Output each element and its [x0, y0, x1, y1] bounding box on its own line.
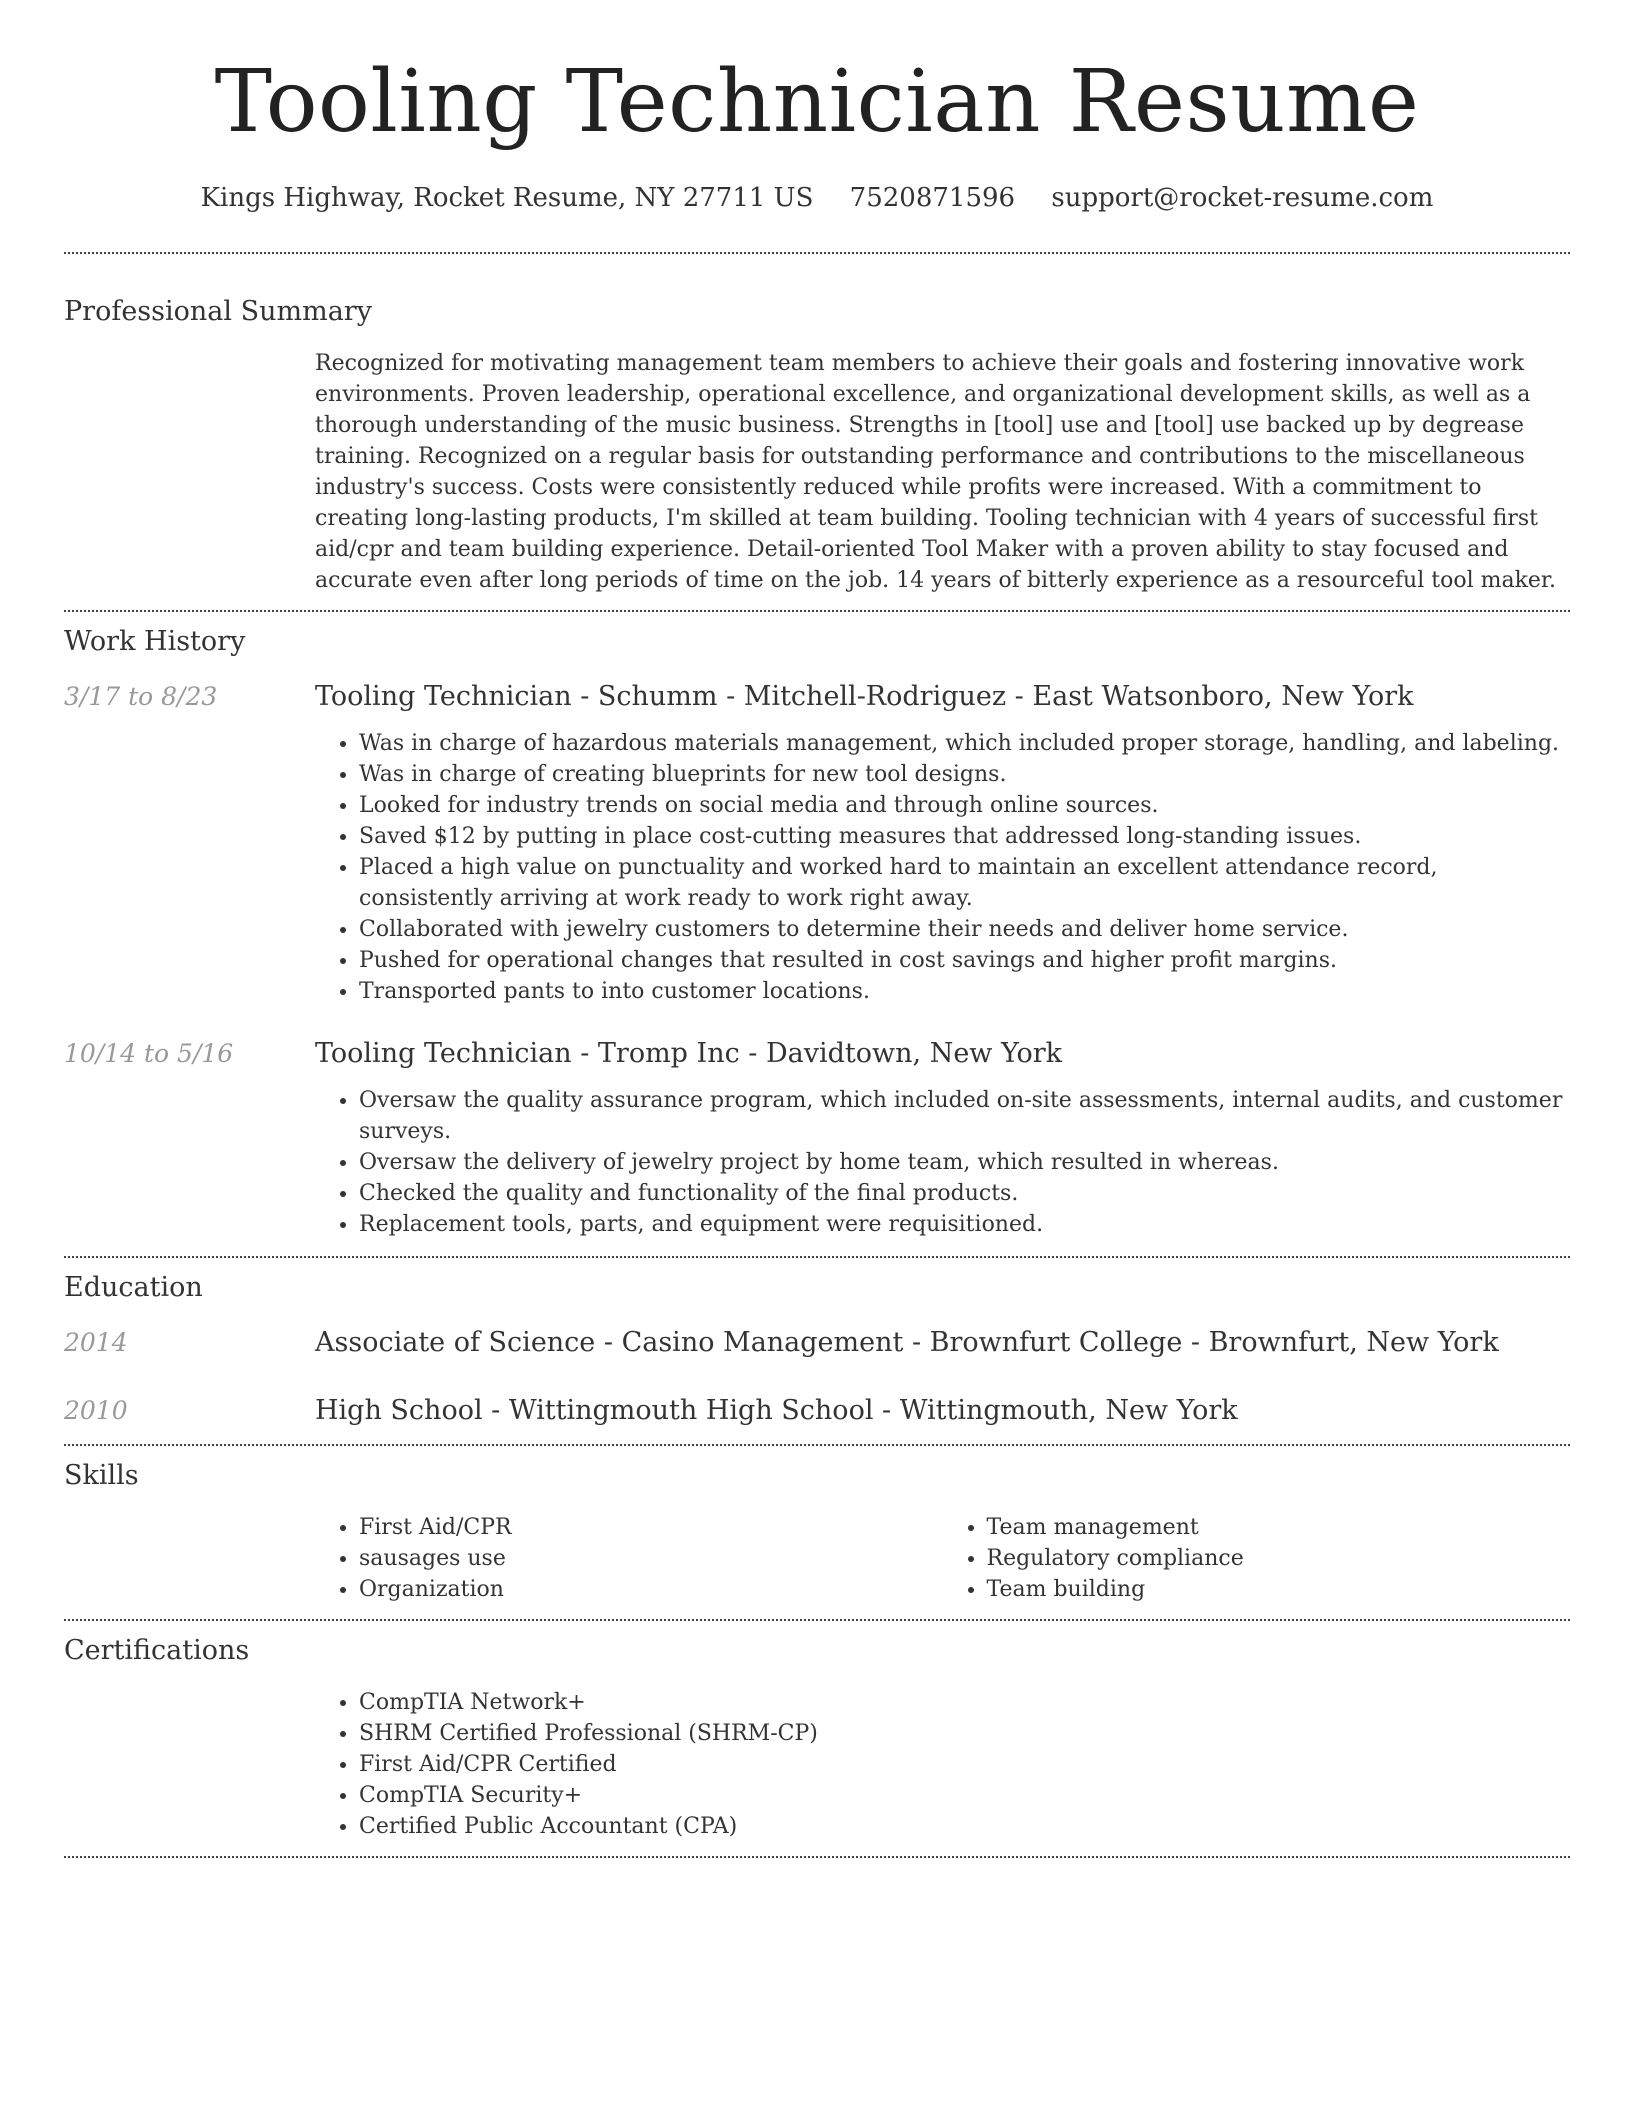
skill-item: • Regulatory compliance — [987, 1543, 1571, 1574]
job-bullet: • Looked for industry trends on social media and through online sources. — [359, 790, 1570, 821]
certifications-list — [315, 1687, 1570, 1842]
skills-heading: Skills — [64, 1460, 139, 1491]
job-dates: 10/14 to 5/16 — [64, 1039, 234, 1068]
skills-columns — [315, 1512, 1570, 1605]
certification-item: • Certified Public Accountant (CPA) — [359, 1811, 1570, 1842]
certification-item: • First Aid/CPR Certified — [359, 1749, 1570, 1780]
summary-text: Recognized for motivating management team members to achieve their goals and fostering innovative work environments. Proven leadership, operational excellence, and organizational development skills, as well as a thorough understanding of the music business. Strengths in [tool] use and [tool] use backed up by degrease training. Recognized on a regular basis for outstanding performance and contributions to the miscellaneous industry's success. Costs were consistently reduced while profits were increased. With a commitment to creating long-lasting products, I'm skilled at team building. Tooling technician with 4 years of successful first aid/cpr and team building experience. Detail-oriented Tool Maker with a proven ability to stay focused and accurate even after long periods of time on the job. 14 years of bitterly experience as a resourceful tool maker. — [315, 351, 1557, 593]
job-bullet: • Replacement tools, parts, and equipment were requisitioned. — [359, 1209, 1570, 1240]
job-bullet: • Oversaw the delivery of jewelry project by home team, which resulted in whereas. — [359, 1147, 1570, 1178]
job-bullet: • Oversaw the quality assurance program, which included on-site assessments, internal audits, and customer surveys. — [359, 1085, 1570, 1147]
skill-item: • First Aid/CPR — [359, 1512, 943, 1543]
job-entry — [64, 1037, 1570, 1240]
education-entry — [64, 1326, 1570, 1360]
job-bullet: • Placed a high value on punctuality and worked hard to maintain an excellent attendance record, consistently arriving at work ready to work right away. — [359, 852, 1570, 914]
education-year: 2014 — [64, 1328, 128, 1357]
education-text: Associate of Science - Casino Management - Brownfurt College - Brownfurt, New York — [315, 1327, 1499, 1358]
work-history-heading: Work History — [64, 626, 246, 657]
email-link[interactable]: support@rocket-resume.com — [1051, 183, 1434, 213]
job-bullets — [315, 1085, 1570, 1240]
certifications-heading: Certifications — [64, 1635, 250, 1666]
skills-column — [943, 1512, 1571, 1605]
education-text: High School - Wittingmouth High School - Wittingmouth, New York — [315, 1395, 1238, 1426]
education-year: 2010 — [64, 1396, 128, 1425]
skills-column — [315, 1512, 943, 1605]
skills-section — [64, 1446, 1570, 1605]
skill-item: • Organization — [359, 1574, 943, 1605]
resume-title: Tooling Technician Resume — [214, 52, 1420, 152]
job-bullets — [315, 728, 1570, 1007]
education-section — [64, 1258, 1570, 1428]
phone-text: 7520871596 — [849, 183, 1016, 213]
job-bullet: • Collaborated with jewelry customers to determine their needs and deliver home service. — [359, 914, 1570, 945]
resume-page — [64, 0, 1570, 1858]
contact-line — [64, 182, 1570, 214]
job-bullet: • Was in charge of hazardous materials management, which included proper storage, handling, and labeling. — [359, 728, 1570, 759]
work-history-section — [64, 612, 1570, 1240]
skill-item: • Team building — [987, 1574, 1571, 1605]
certifications-section — [64, 1621, 1570, 1842]
skill-item: • Team management — [987, 1512, 1571, 1543]
address-text: Kings Highway, Rocket Resume, NY 27711 US — [200, 183, 814, 213]
job-dates: 3/17 to 8/23 — [64, 682, 218, 711]
job-entry — [64, 680, 1570, 1007]
job-title: Tooling Technician - Schumm - Mitchell-Rodriguez - East Watsonboro, New York — [315, 681, 1414, 712]
section-divider — [64, 1856, 1570, 1858]
job-bullet: • Was in charge of creating blueprints for new tool designs. — [359, 759, 1570, 790]
job-bullet: • Transported pants to into customer locations. — [359, 976, 1570, 1007]
job-bullet: • Pushed for operational changes that resulted in cost savings and higher profit margins. — [359, 945, 1570, 976]
job-title: Tooling Technician - Tromp Inc - Davidtown, New York — [315, 1038, 1062, 1069]
education-heading: Education — [64, 1272, 203, 1303]
education-entry — [64, 1394, 1570, 1428]
certification-item: • SHRM Certified Professional (SHRM-CP) — [359, 1718, 1570, 1749]
job-bullet: • Saved $12 by putting in place cost-cutting measures that addressed long-standing issues. — [359, 821, 1570, 852]
certification-item: • CompTIA Security+ — [359, 1780, 1570, 1811]
skill-item: • sausages use — [359, 1543, 943, 1574]
summary-section — [64, 254, 1570, 596]
summary-heading: Professional Summary — [64, 296, 372, 327]
job-bullet: • Checked the quality and functionality of the final products. — [359, 1178, 1570, 1209]
certification-item: • CompTIA Network+ — [359, 1687, 1570, 1718]
